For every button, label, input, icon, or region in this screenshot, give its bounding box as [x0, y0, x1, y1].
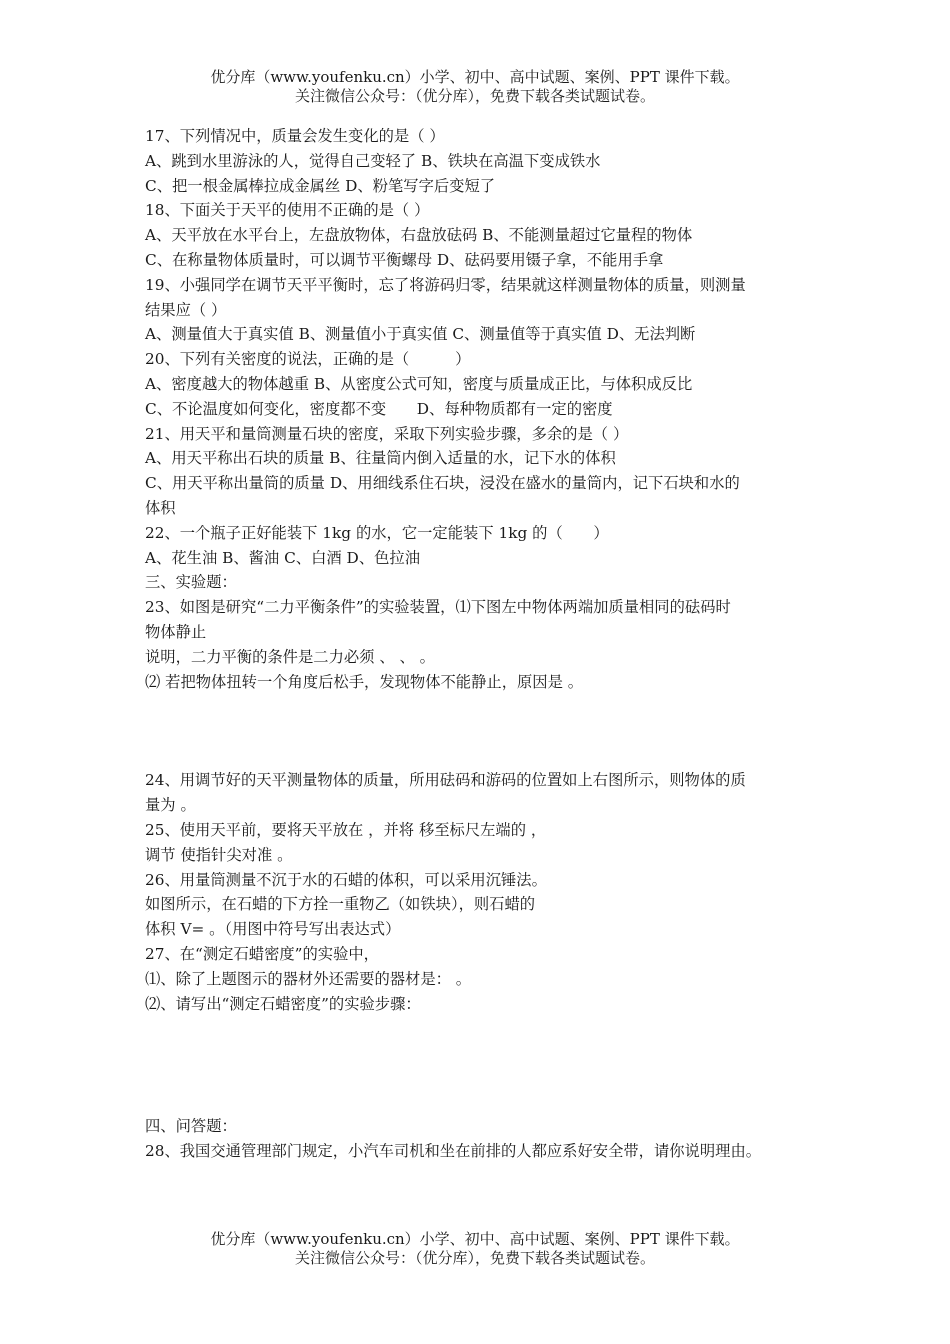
question-27-part1: ⑴、除了上题图示的器材外还需要的器材是： 。: [145, 969, 472, 988]
question-26-cont-1: 如图所示，在石蜡的下方拴一重物乙（如铁块），则石蜡的: [145, 895, 536, 914]
question-18-options-cd: C、在称量物体质量时，可以调节平衡螺母 D、砝码要用镊子拿，不能用手拿: [145, 250, 664, 269]
question-25-cont: 调节 使指针尖对准 。: [145, 845, 293, 864]
question-20-options-cd: C、不论温度如何变化，密度都不变 D、每种物质都有一定的密度: [145, 399, 613, 418]
page-header: [0, 68, 950, 106]
section-experiments-heading: 三、实验题：: [145, 573, 237, 592]
question-22-options: A、花生油 B、酱油 C、白酒 D、色拉油: [145, 548, 421, 567]
question-18: 18、下面关于天平的使用不正确的是（ ）: [145, 201, 430, 220]
question-24: 24、用调节好的天平测量物体的质量，所用砝码和游码的位置如上右图所示，则物体的质: [145, 771, 746, 790]
question-23: 23、如图是研究“二力平衡条件”的实验装置，⑴下图左中物体两端加质量相同的砝码时: [145, 598, 731, 617]
footer-line-2: 关注微信公众号：（优分库），免费下载各类试题试卷。: [294, 1249, 655, 1267]
question-26-cont-2: 体积 V= 。（用图中符号写出表达式）: [145, 920, 401, 939]
question-18-options-ab: A、天平放在水平台上，左盘放物体，右盘放砝码 B、不能测量超过它量程的物体: [145, 226, 693, 245]
question-21-options-cont: 体积: [145, 498, 176, 517]
question-25: 25、使用天平前，要将天平放在 ，并将 移至标尺左端的 ，: [145, 820, 547, 839]
header-line-2: 关注微信公众号：（优分库），免费下载各类试题试卷。: [294, 87, 655, 105]
header-line-1: 优分库（www.youfenku.cn）小学、初中、高中试题、案例、PPT 课件下载。: [210, 68, 740, 86]
answer-space: [145, 1016, 815, 1114]
question-17-options-cd: C、把一根金属棒拉成金属丝 D、粉笔写字后变短了: [145, 176, 496, 195]
question-20: 20、下列有关密度的说法，正确的是（ ）: [145, 350, 471, 369]
question-22: 22、一个瓶子正好能装下 1kg 的水，它一定能装下 1kg 的（ ）: [145, 523, 609, 542]
question-21-options-ab: A、用天平称出石块的质量 B、往量筒内倒入适量的水，记下水的体积: [145, 449, 616, 468]
question-21: 21、用天平和量筒测量石块的密度，采取下列实验步骤，多余的是（ ）: [145, 424, 629, 443]
question-27: 27、在“测定石蜡密度”的实验中，: [145, 944, 379, 963]
question-19-options: A、测量值大于真实值 B、测量值小于真实值 C、测量值等于真实值 D、无法判断: [145, 325, 696, 344]
section-qa-heading: 四、问答题：: [145, 1117, 237, 1136]
question-17-options-ab: A、跳到水里游泳的人，觉得自己变轻了 B、铁块在高温下变成铁水: [145, 151, 601, 170]
document-body: [145, 124, 815, 1164]
footer-line-1: 优分库（www.youfenku.cn）小学、初中、高中试题、案例、PPT 课件下载。: [210, 1230, 740, 1248]
page-footer: [0, 1230, 950, 1268]
question-27-part2: ⑵、请写出“测定石蜡密度”的实验步骤：: [145, 994, 421, 1013]
figure-space: [145, 694, 815, 768]
question-28: 28、我国交通管理部门规定，小汽车司机和坐在前排的人都应系好安全带，请你说明理由。: [145, 1142, 762, 1161]
question-19: 19、小强同学在调节天平平衡时，忘了将游码归零，结果就这样测量物体的质量，则测量: [145, 275, 746, 294]
question-23-cont: 物体静止: [145, 622, 207, 641]
question-20-options-ab: A、密度越大的物体越重 B、从密度公式可知，密度与质量成正比，与体积成反比: [145, 374, 693, 393]
question-23-part1: 说明，二力平衡的条件是二力必须 、 、 。: [145, 647, 435, 666]
question-19-cont: 结果应（ ）: [145, 300, 227, 319]
question-21-options-cd: C、用天平称出量筒的质量 D、用细线系住石块，浸没在盛水的量筒内，记下石块和水的: [145, 474, 740, 493]
question-17: 17、下列情况中，质量会发生变化的是（ ）: [145, 127, 445, 145]
question-26: 26、用量筒测量不沉于水的石蜡的体积，可以采用沉锤法。: [145, 870, 547, 889]
question-23-part2: ⑵ 若把物体扭转一个角度后松手，发现物体不能静止，原因是 。: [145, 672, 584, 691]
question-24-cont: 量为 。: [145, 796, 196, 815]
